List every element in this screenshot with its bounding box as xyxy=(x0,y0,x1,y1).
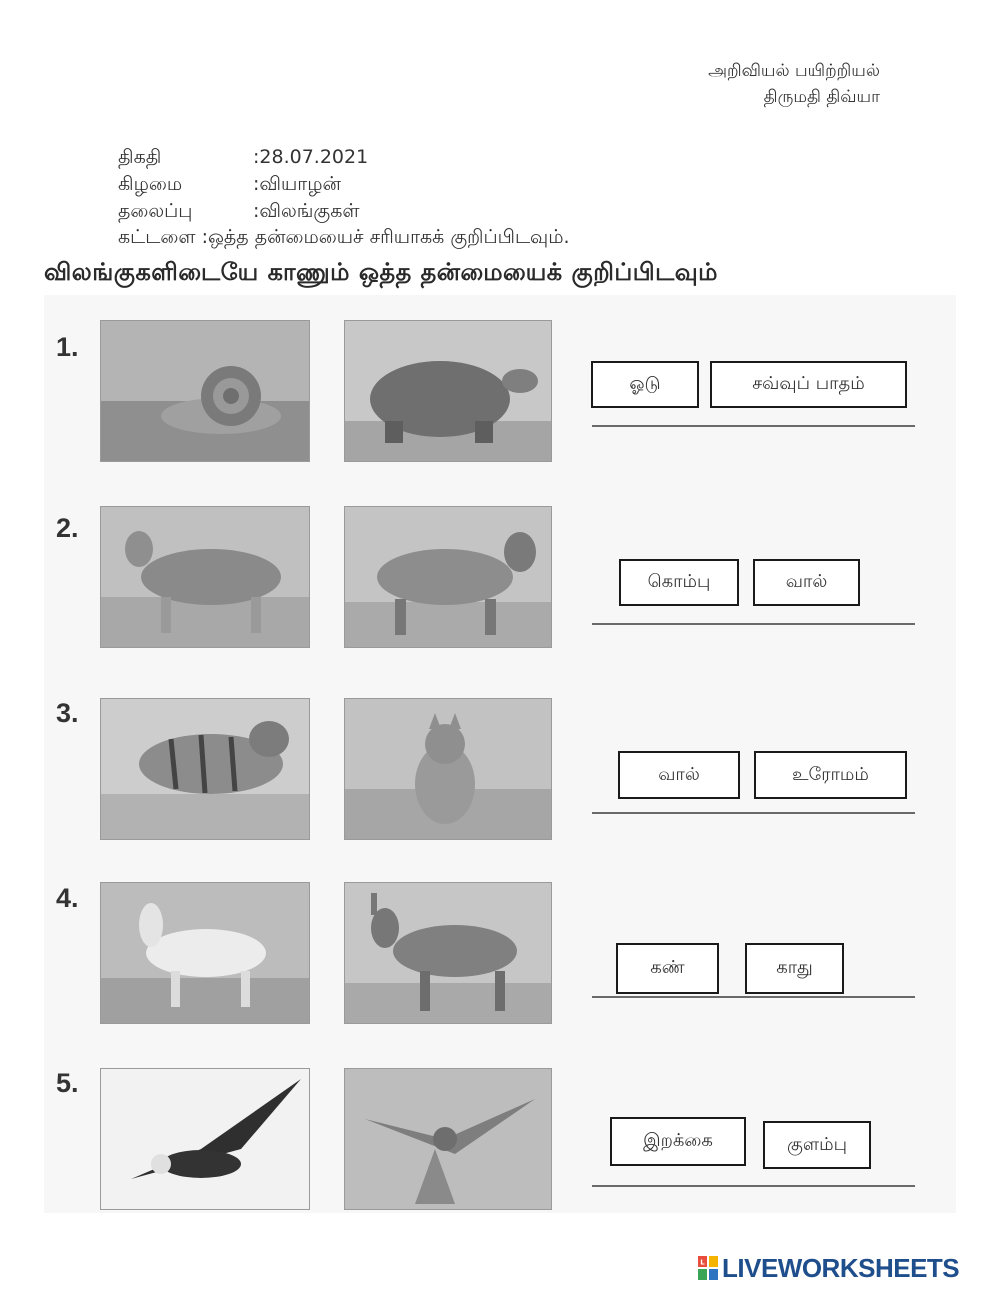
option-box[interactable]: வால் xyxy=(618,751,740,799)
bull-illustration xyxy=(345,507,551,647)
horse-illustration xyxy=(101,883,309,1023)
horse-photo xyxy=(100,882,310,1024)
meta-value: :விலங்குகள் xyxy=(253,200,360,222)
tiger-photo xyxy=(100,698,310,840)
meta-label: கட்டளை xyxy=(118,226,196,248)
parrot-illustration xyxy=(345,1069,551,1209)
option-box[interactable]: உரோமம் xyxy=(754,751,907,799)
bull-photo xyxy=(344,506,552,648)
question-number: 4. xyxy=(56,883,79,913)
snail-photo xyxy=(100,320,310,462)
meta-value: :28.07.2021 xyxy=(253,146,369,168)
meta-value: :ஒத்த தன்மையைச் சரியாகக் குறிப்பிடவும். xyxy=(201,226,570,248)
snail-illustration xyxy=(101,321,309,461)
option-box[interactable]: சவ்வுப் பாதம் xyxy=(710,361,907,408)
liveworksheets-logo-icon xyxy=(698,1256,718,1280)
answer-line[interactable] xyxy=(592,996,915,998)
meta-label: திகதி xyxy=(118,146,162,168)
tiger-illustration xyxy=(101,699,309,839)
answer-line[interactable] xyxy=(592,623,915,625)
option-box[interactable]: வால் xyxy=(753,559,860,606)
option-box[interactable]: இறக்கை xyxy=(610,1117,746,1166)
option-box[interactable]: ஓடு xyxy=(591,361,699,408)
donkey-photo xyxy=(344,882,552,1024)
option-box[interactable]: காது xyxy=(745,943,844,994)
worksheet-title: விலங்குகளிடையே காணும் ஒத்த தன்மையைக் குறிப்பிடவும் xyxy=(44,258,718,286)
meta-label: தலைப்பு xyxy=(118,200,193,222)
goat-illustration xyxy=(101,507,309,647)
meta-label: கிழமை xyxy=(118,173,183,195)
question-number: 2. xyxy=(56,513,79,543)
cat-illustration xyxy=(345,699,551,839)
meta-instruction xyxy=(118,226,570,251)
meta-value: :வியாழன் xyxy=(253,173,341,195)
option-box[interactable]: குளம்பு xyxy=(763,1121,871,1169)
option-box[interactable]: கொம்பு xyxy=(619,559,739,606)
option-box[interactable]: கண் xyxy=(616,943,719,994)
answer-line[interactable] xyxy=(592,812,915,814)
question-number: 3. xyxy=(56,698,79,728)
tortoise-photo xyxy=(344,320,552,462)
donkey-illustration xyxy=(345,883,551,1023)
question-number: 1. xyxy=(56,332,79,362)
meta-date xyxy=(118,146,368,171)
eagle-photo xyxy=(100,1068,310,1210)
parrot-photo xyxy=(344,1068,552,1210)
tortoise-illustration xyxy=(345,321,551,461)
eagle-illustration xyxy=(101,1069,309,1209)
meta-day xyxy=(118,173,341,198)
answer-line[interactable] xyxy=(592,425,915,427)
subject-heading: அறிவியல் பயிற்றியல் xyxy=(708,61,880,81)
question-number: 5. xyxy=(56,1068,79,1098)
answer-line[interactable] xyxy=(592,1185,915,1187)
goat-photo xyxy=(100,506,310,648)
cat-photo xyxy=(344,698,552,840)
brand-name[interactable]: LIVEWORKSHEETS xyxy=(722,1253,960,1283)
teacher-name: திருமதி திவ்யா xyxy=(763,87,880,107)
logo-letter: L xyxy=(700,1258,705,1267)
meta-topic xyxy=(118,200,360,225)
